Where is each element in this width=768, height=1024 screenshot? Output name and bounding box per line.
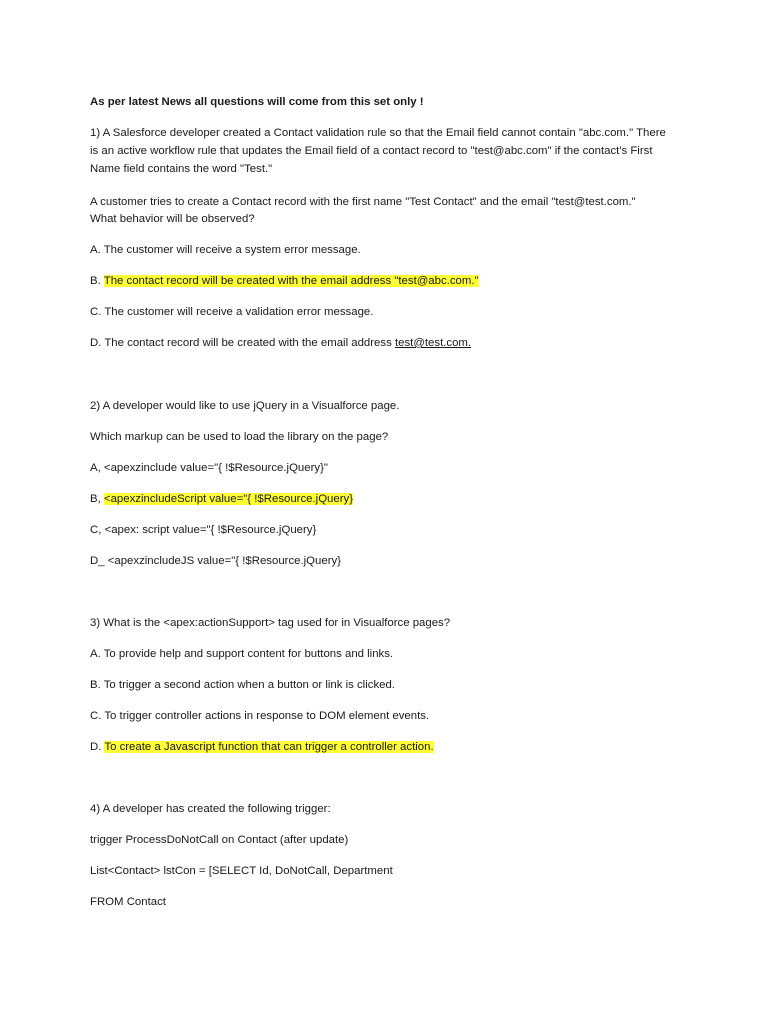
q3-stem: 3) What is the <apex:actionSupport> tag used for in Visualforce pages? <box>90 617 451 629</box>
q3-option-c: C. To trigger controller actions in response to DOM element events. <box>90 710 430 722</box>
q2-subquestion: Which markup can be used to load the library on the page? <box>90 431 389 443</box>
q1-scenario-line-1: A customer tries to create a Contact record with the first name "Test Contact" and the email "test@test.com." <box>90 196 636 208</box>
q3-option-d <box>90 738 434 756</box>
q3-option-d-answer-highlight: To create a Javascript function that can trigger a controller action. <box>104 741 434 753</box>
q2-option-b <box>90 490 353 508</box>
q1-option-d-text: D. The contact record will be created with the email address <box>90 337 395 349</box>
q2-option-a: A, <apexzinclude value="{ !$Resource.jQuery}" <box>90 462 328 474</box>
q4-code-line-2: List<Contact> lstCon = [SELECT Id, DoNotCall, Department <box>90 865 393 877</box>
q2-option-b-letter: B, <box>90 493 101 505</box>
q3-option-d-letter: D. <box>90 741 102 753</box>
q2-option-d: D_ <apexzincludeJS value="{ !$Resource.jQuery} <box>90 555 341 567</box>
q1-option-b-answer-highlight: The contact record will be created with the email address "test@abc.com." <box>103 275 479 287</box>
q1-stem-line-2: is an active workflow rule that updates the Email field of a contact record to "test@abc.com" if the contact's First <box>90 145 653 157</box>
q1-option-d <box>90 334 471 352</box>
q4-stem: 4) A developer has created the following trigger: <box>90 803 331 815</box>
q1-stem-line-1: 1) A Salesforce developer created a Contact validation rule so that the Email field cannot contain "abc.com." There <box>90 127 666 139</box>
q1-option-b-letter: B. <box>90 275 101 287</box>
notice-heading: As per latest News all questions will come from this set only ! <box>90 96 424 108</box>
q3-option-a: A. To provide help and support content for buttons and links. <box>90 648 394 660</box>
q1-option-c: C. The customer will receive a validation error message. <box>90 306 374 318</box>
q3-option-b: B. To trigger a second action when a button or link is clicked. <box>90 679 395 691</box>
q1-option-b <box>90 272 479 290</box>
q4-code-line-1: trigger ProcessDoNotCall on Contact (after update) <box>90 834 349 846</box>
q1-option-d-email-link[interactable]: test@test.com. <box>394 337 472 349</box>
q1-option-a: A. The customer will receive a system error message. <box>90 244 361 256</box>
q1-stem-line-3: Name field contains the word "Test." <box>90 163 273 175</box>
q4-code-line-3: FROM Contact <box>90 896 166 908</box>
q2-stem: 2) A developer would like to use jQuery in a Visualforce page. <box>90 400 400 412</box>
q2-option-c: C, <apex: script value="{ !$Resource.jQuery} <box>90 524 317 536</box>
q2-option-b-answer-highlight: <apexzincludeScript value="{ !$Resource.jQuery} <box>103 493 354 505</box>
q1-scenario-line-2: What behavior will be observed? <box>90 213 255 225</box>
